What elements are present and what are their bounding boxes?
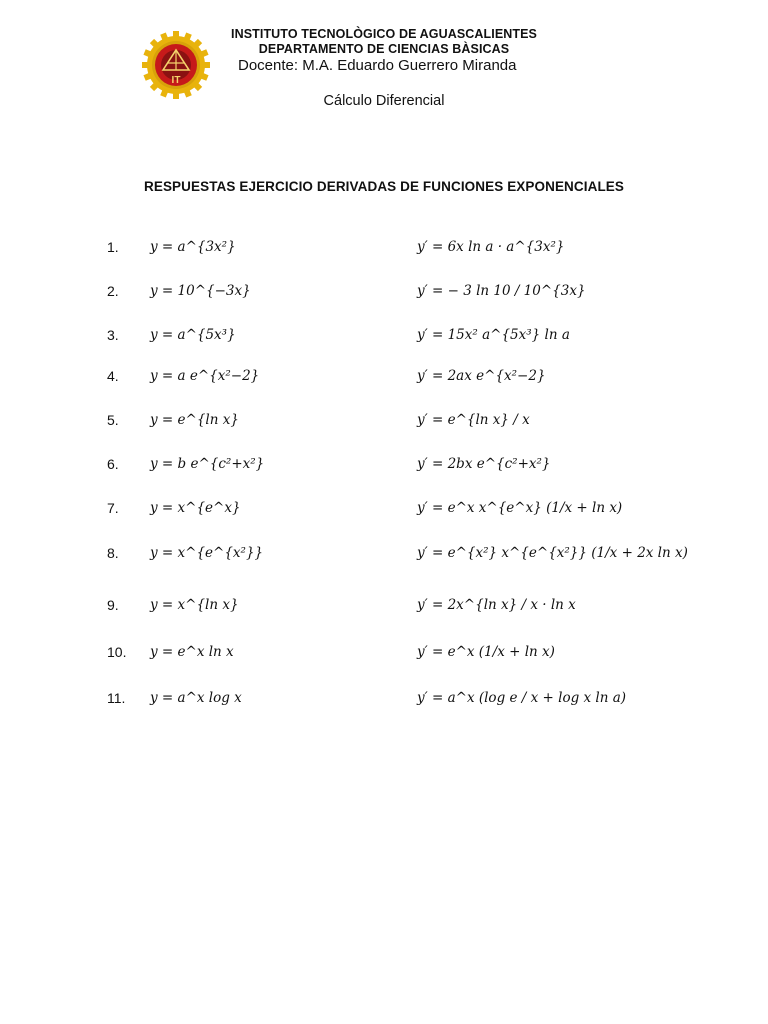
exercise-row [0, 325, 768, 365]
exercise-number: 4. [107, 368, 119, 384]
exercise-function: y = 10^{−3x} [150, 283, 251, 299]
exercise-function: y = a^{3x²} [150, 239, 236, 255]
exercise-function: y = a^{5x³} [150, 327, 236, 343]
exercise-function: y = x^{e^x} [150, 500, 241, 516]
exercise-number: 7. [107, 500, 119, 516]
exercise-derivative: y′ = − 3 ln 10 / 10^{3x} [417, 283, 586, 299]
exercise-derivative: y′ = 15x² a^{5x³} ln a [417, 327, 570, 343]
exercise-derivative: y′ = e^x (1/x + ln x) [417, 644, 555, 660]
department-name: DEPARTAMENTO DE CIENCIAS BÀSICAS [258, 42, 510, 56]
exercise-number: 5. [107, 412, 119, 428]
exercise-number: 6. [107, 456, 119, 472]
exercise-row [0, 366, 768, 406]
document-title: RESPUESTAS EJERCICIO DERIVADAS DE FUNCIONES EXPONENCIALES [143, 179, 625, 194]
exercise-derivative: y′ = e^{ln x} / x [417, 412, 530, 428]
exercise-derivative: y′ = 2ax e^{x²−2} [417, 368, 546, 384]
exercise-function: y = a^x log x [150, 690, 242, 706]
exercise-row [0, 688, 768, 728]
exercise-function: y = e^{ln x} [150, 412, 239, 428]
exercise-number: 2. [107, 283, 119, 299]
exercise-function: y = e^x ln x [150, 644, 234, 660]
exercise-number: 1. [107, 239, 119, 255]
exercise-row [0, 410, 768, 450]
course-name: Cálculo Diferencial [323, 93, 445, 109]
exercise-function: y = a e^{x²−2} [150, 368, 260, 384]
exercise-function: y = x^{e^{x²}} [150, 545, 264, 561]
logo-text: IT [171, 75, 181, 86]
exercise-derivative: y′ = a^x (log e / x + log x ln a) [417, 690, 627, 706]
institute-name: INSTITUTO TECNOLÒGICO DE AGUASCALIENTES [231, 27, 537, 41]
exercise-function: y = x^{ln x} [150, 597, 239, 613]
exercise-row [0, 498, 768, 538]
exercise-derivative: y′ = e^{x²} x^{e^{x²}} (1/x + 2x ln x) [417, 545, 688, 561]
exercise-row [0, 642, 768, 682]
exercise-row [0, 454, 768, 494]
exercise-number: 10. [107, 644, 127, 660]
exercise-derivative: y′ = 2bx e^{c²+x²} [417, 456, 551, 472]
exercise-derivative: y′ = 6x ln a · a^{3x²} [417, 239, 565, 255]
exercise-number: 9. [107, 597, 119, 613]
teacher-name: Docente: M.A. Eduardo Guerrero Miranda [238, 57, 517, 74]
exercise-function: y = b e^{c²+x²} [150, 456, 265, 472]
exercise-row [0, 281, 768, 321]
exercise-number: 11. [107, 690, 126, 706]
exercise-row [0, 543, 768, 583]
exercise-derivative: y′ = 2x^{ln x} / x · ln x [417, 597, 576, 613]
exercise-number: 3. [107, 327, 119, 343]
exercise-row [0, 595, 768, 635]
exercise-row [0, 237, 768, 277]
exercise-number: 8. [107, 545, 119, 561]
exercise-derivative: y′ = e^x x^{e^x} (1/x + ln x) [417, 500, 623, 516]
